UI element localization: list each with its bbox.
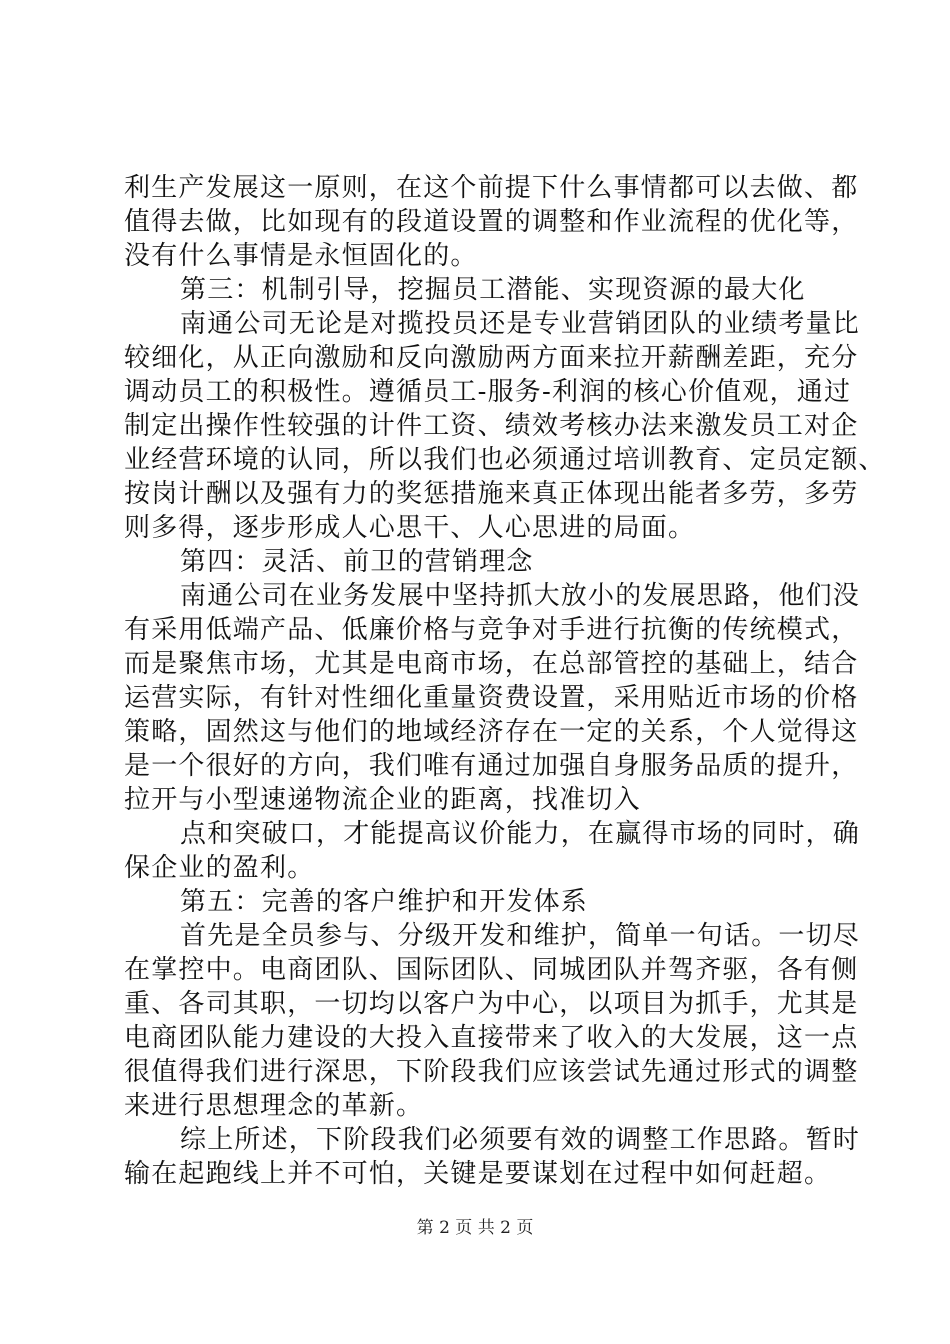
text-line: 则多得，逐步形成人心思干、人心思进的局面。: [124, 513, 696, 543]
text-line: 而是聚焦市场，尤其是电商市场，在总部管控的基础上，结合: [124, 649, 859, 679]
text-line: 运营实际，有针对性细化重量资费设置，采用贴近市场的价格: [124, 683, 859, 713]
text-line: 南通公司在业务发展中坚持抓大放小的发展思路，他们没: [180, 581, 861, 611]
text-line: 有采用低端产品、低廉价格与竞争对手进行抗衡的传统模式，: [124, 615, 859, 645]
text-line: 很值得我们进行深思，下阶段我们应该尝试先通过形式的调整: [124, 1057, 859, 1087]
text-line: 业经营环境的认同，所以我们也必须通过培训教育、定员定额、: [124, 445, 886, 475]
text-line: 第三：机制引导，挖掘员工潜能、实现资源的最大化: [180, 275, 806, 305]
document-body: [124, 171, 886, 1191]
text-line: 没有什么事情是永恒固化的。: [124, 241, 478, 271]
text-line: 重、各司其职，一切均以客户为中心，以项目为抓手，尤其是: [124, 989, 859, 1019]
text-line: 综上所述，下阶段我们必须要有效的调整工作思路。暂时: [180, 1125, 861, 1155]
text-line: 拉开与小型速递物流企业的距离，找准切入: [124, 785, 641, 815]
text-line: 是一个很好的方向，我们唯有通过加强自身服务品质的提升，: [124, 751, 859, 781]
text-line: 输在起跑线上并不可怕，关键是要谋划在过程中如何赶超。: [124, 1159, 832, 1189]
text-line: 第五：完善的客户维护和开发体系: [180, 887, 589, 917]
text-line: 保企业的盈利。: [124, 853, 315, 883]
text-line: 按岗计酬以及强有力的奖惩措施来真正体现出能者多劳，多劳: [124, 479, 859, 509]
text-line: 在掌控中。电商团队、国际团队、同城团队并驾齐驱，各有侧: [124, 955, 859, 985]
text-line: 制定出操作性较强的计件工资、绩效考核办法来激发员工对企: [124, 411, 859, 441]
text-line: 第四：灵活、前卫的营销理念: [180, 547, 534, 577]
page-footer: 第 2 页 共 2 页: [416, 1218, 534, 1238]
text-line: 首先是全员参与、分级开发和维护，简单一句话。一切尽: [180, 921, 861, 951]
text-line: 电商团队能力建设的大投入直接带来了收入的大发展，这一点: [124, 1023, 859, 1053]
text-line: 较细化，从正向激励和反向激励两方面来拉开薪酬差距，充分: [124, 343, 859, 373]
text-line: 调动员工的积极性。遵循员工-服务-利润的核心价值观，通过: [124, 377, 852, 407]
text-line: 利生产发展这一原则，在这个前提下什么事情都可以去做、都: [124, 173, 859, 203]
text-line: 值得去做，比如现有的段道设置的调整和作业流程的优化等，: [124, 207, 859, 237]
text-line: 策略，固然这与他们的地域经济存在一定的关系，个人觉得这: [124, 717, 859, 747]
text-line: 来进行思想理念的革新。: [124, 1091, 424, 1121]
text-line: 点和突破口，才能提高议价能力，在赢得市场的同时，确: [180, 819, 861, 849]
text-line: 南通公司无论是对揽投员还是专业营销团队的业绩考量比: [180, 309, 861, 339]
